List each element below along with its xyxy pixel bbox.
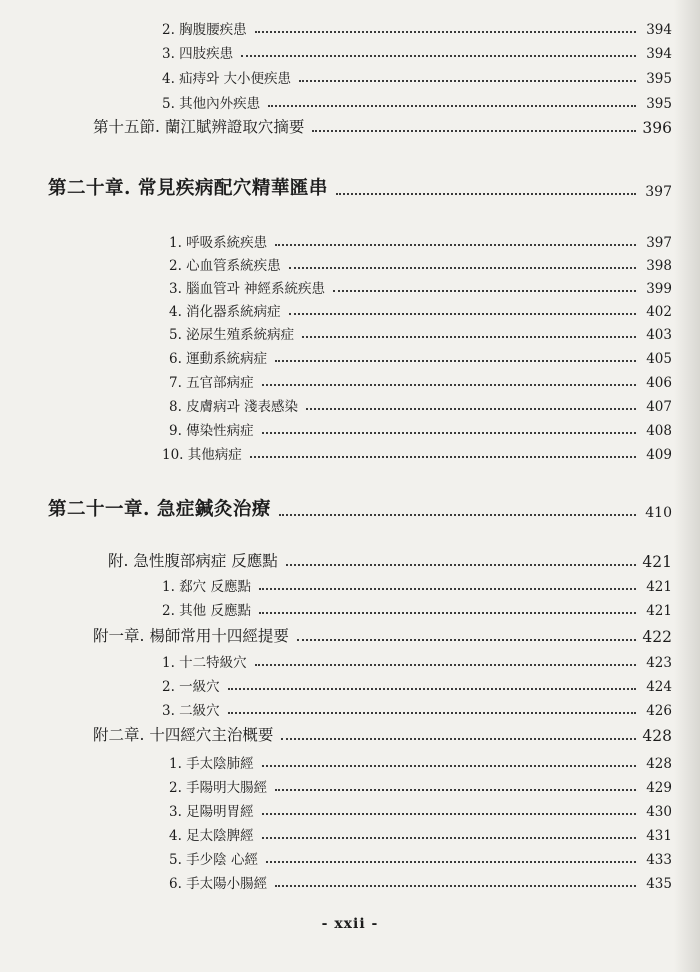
dot-leader	[259, 588, 636, 590]
toc-entry	[162, 575, 672, 595]
toc-section-page: 428	[642, 727, 672, 745]
toc-entry-page: 426	[646, 703, 672, 719]
toc-section-page: 396	[642, 119, 672, 137]
toc-section	[108, 549, 672, 571]
toc-entry	[169, 300, 672, 320]
toc-entry-page: 402	[646, 304, 672, 320]
dot-leader	[289, 267, 636, 269]
toc-entry	[162, 42, 672, 62]
dot-leader	[333, 290, 636, 292]
toc-entry-page: 405	[646, 351, 672, 367]
toc-entry	[169, 371, 672, 391]
toc-chapter	[48, 174, 672, 200]
toc-entry	[162, 67, 672, 87]
dot-leader	[255, 664, 636, 666]
toc-entry-title: 7. 五官部病症	[169, 375, 254, 391]
dot-leader	[275, 885, 636, 887]
toc-entry	[169, 752, 672, 772]
page-edge-shadow	[674, 0, 700, 972]
dot-leader	[266, 861, 636, 863]
toc-entry	[162, 18, 672, 38]
toc-entry	[169, 872, 672, 892]
toc-entry-title: 5. 手少陰 心經	[169, 852, 258, 868]
toc-section-page: 422	[642, 628, 672, 646]
toc-entry-title: 6. 手太陽小腸經	[169, 876, 268, 892]
dot-leader	[275, 244, 636, 246]
toc-entry-page: 398	[646, 258, 672, 274]
dot-leader	[228, 688, 636, 690]
toc-section-title: 附. 急性腹部病症 反應點	[108, 552, 278, 570]
toc-entry-page: 395	[646, 96, 672, 112]
dot-leader	[262, 837, 636, 839]
toc-section	[93, 723, 672, 745]
toc-entry-title: 4. 消化器系統病症	[169, 304, 281, 320]
toc-entry-title: 8. 皮膚病과 淺表感染	[169, 399, 299, 415]
toc-entry-title: 3. 腦血管과 神經系統疾患	[169, 281, 326, 297]
toc-section	[93, 624, 672, 646]
dot-leader	[279, 514, 636, 516]
toc-entry-page: 406	[646, 375, 672, 391]
dot-leader	[228, 712, 636, 714]
toc-entry	[162, 675, 672, 695]
toc-entry-page: 423	[646, 655, 672, 671]
toc-section-page: 421	[642, 553, 672, 571]
toc-section-title: 附二章. 十四經穴主治概要	[93, 726, 274, 744]
toc-entry-title: 2. 其他 反應點	[162, 603, 251, 619]
toc-entry	[169, 347, 672, 367]
toc-entry-page: 431	[646, 828, 672, 844]
toc-entry	[169, 776, 672, 796]
toc-entry	[162, 599, 672, 619]
toc-entry	[169, 395, 672, 415]
toc-entry	[162, 443, 672, 463]
toc-entry-title: 1. 十二特級穴	[162, 655, 247, 671]
dot-leader	[286, 564, 636, 566]
toc-entry	[169, 848, 672, 868]
toc-entry-page: 428	[646, 756, 672, 772]
toc-entry-title: 5. 泌尿生殖系統病症	[169, 327, 295, 343]
page-number-footer: - xxii -	[321, 916, 379, 932]
dot-leader	[262, 384, 636, 386]
toc-section-title: 附一章. 楊師常用十四經提要	[93, 627, 289, 645]
toc-entry-page: 397	[646, 235, 672, 251]
toc-entry-title: 3. 二級穴	[162, 703, 220, 719]
toc-section	[93, 115, 672, 137]
dot-leader	[250, 456, 636, 458]
dot-leader	[275, 360, 636, 362]
toc-entry-title: 2. 手陽明大腸經	[169, 780, 268, 796]
dot-leader	[262, 765, 636, 767]
toc-entry-title: 6. 運動系統病症	[169, 351, 268, 367]
toc-entry	[162, 92, 672, 112]
toc-entry-page: 409	[646, 447, 672, 463]
toc-entry	[169, 231, 672, 251]
dot-leader	[299, 80, 636, 82]
dot-leader	[289, 313, 636, 315]
toc-entry-title: 2. 一級穴	[162, 679, 220, 695]
dot-leader	[255, 31, 636, 33]
toc-entry-page: 394	[646, 22, 672, 38]
toc-entry-title: 10. 其他病症	[162, 447, 242, 463]
toc-entry-page: 421	[646, 579, 672, 595]
dot-leader	[275, 789, 636, 791]
dot-leader	[281, 738, 636, 740]
toc-entry-page: 394	[646, 46, 672, 62]
dot-leader	[302, 336, 636, 338]
toc-entry-title: 1. 呼吸系統疾患	[169, 235, 268, 251]
dot-leader	[297, 639, 636, 641]
toc-entry-title: 2. 胸腹腰疾患	[162, 22, 247, 38]
toc-chapter-page: 410	[645, 505, 672, 521]
toc-chapter-page: 397	[645, 184, 672, 200]
toc-entry-title: 1. 手太陰肺經	[169, 756, 254, 772]
dot-leader	[336, 193, 636, 195]
toc-entry	[169, 800, 672, 820]
toc-entry	[169, 824, 672, 844]
toc-entry	[162, 699, 672, 719]
toc-entry	[169, 323, 672, 343]
dot-leader	[259, 612, 636, 614]
toc-entry	[162, 651, 672, 671]
dot-leader	[268, 105, 636, 107]
toc-entry-title: 9. 傳染性病症	[169, 423, 254, 439]
toc-entry	[169, 277, 672, 297]
toc-entry-page: 395	[646, 71, 672, 87]
toc-chapter	[48, 495, 672, 521]
toc-entry-title: 5. 其他內外疾患	[162, 96, 261, 112]
toc-entry	[169, 254, 672, 274]
toc-entry-title: 3. 四肢疾患	[162, 46, 234, 62]
toc-chapter-title: 第二十章. 常見疾病配穴精華匯串	[48, 178, 328, 199]
toc-entry-title: 4. 足太陰脾經	[169, 828, 254, 844]
toc-entry-page: 430	[646, 804, 672, 820]
toc-section-title: 第十五節. 蘭江賦辨證取穴摘要	[93, 118, 305, 136]
dot-leader	[312, 130, 636, 132]
toc-entry-page: 407	[646, 399, 672, 415]
toc-entry-page: 403	[646, 327, 672, 343]
toc-entry-page: 408	[646, 423, 672, 439]
toc-entry-title: 1. 郄穴 反應點	[162, 579, 251, 595]
toc-entry-page: 421	[646, 603, 672, 619]
toc-entry	[169, 419, 672, 439]
dot-leader	[241, 55, 636, 57]
dot-leader	[262, 813, 636, 815]
dot-leader	[306, 408, 636, 410]
toc-entry-page: 399	[646, 281, 672, 297]
toc-entry-title: 4. 疝痔와 大小便疾患	[162, 71, 292, 87]
toc-entry-title: 2. 心血管系統疾患	[169, 258, 281, 274]
toc-entry-page: 435	[646, 876, 672, 892]
toc-entry-page: 424	[646, 679, 672, 695]
toc-entry-title: 3. 足陽明胃經	[169, 804, 254, 820]
toc-entry-page: 433	[646, 852, 672, 868]
toc-chapter-title: 第二十一章. 急症鍼灸治療	[48, 499, 271, 520]
toc-entry-page: 429	[646, 780, 672, 796]
dot-leader	[262, 432, 636, 434]
